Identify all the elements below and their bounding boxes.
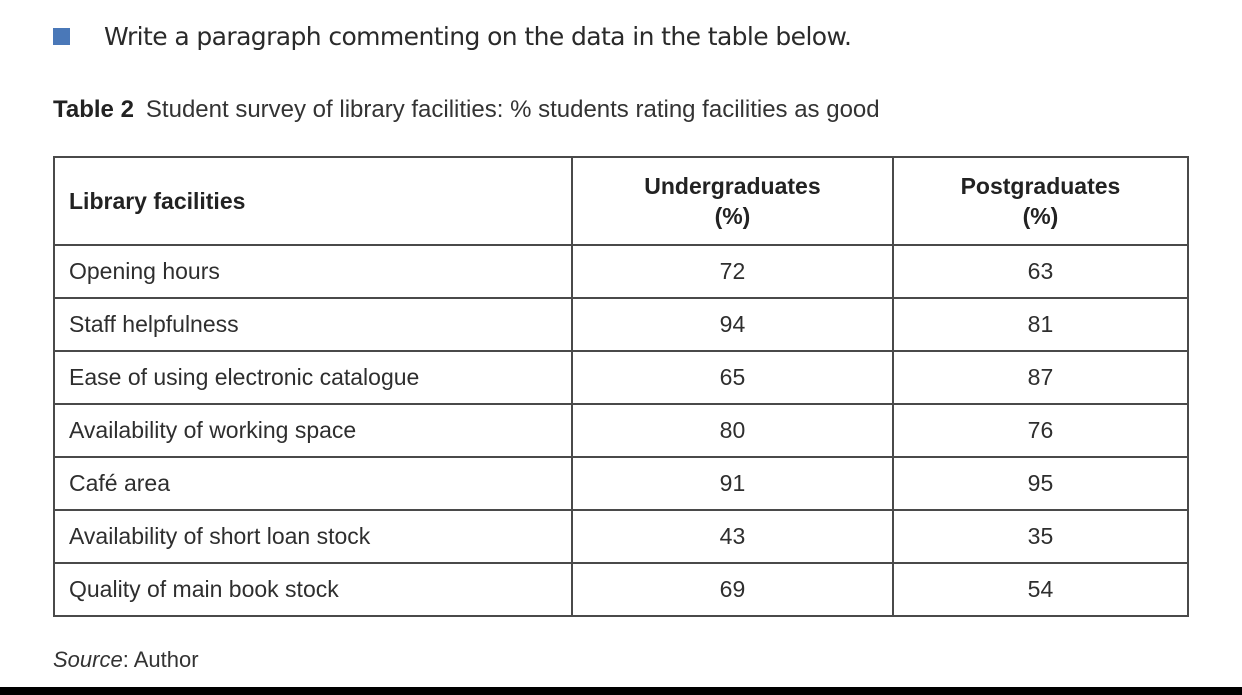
postgrad-cell: 54 (893, 563, 1188, 616)
header-library-facilities: Library facilities (54, 157, 572, 245)
instruction (53, 16, 851, 56)
postgrad-cell: 81 (893, 298, 1188, 351)
table-caption-title: Student survey of library facilities: % students rating facilities as good (145, 96, 880, 123)
source-note (53, 647, 199, 673)
postgrad-cell: 76 (893, 404, 1188, 457)
facility-cell: Availability of working space (54, 404, 572, 457)
table-caption-label: Table 2 (53, 96, 134, 123)
header-postgraduates-unit: (%) (1022, 203, 1059, 229)
postgrad-cell: 35 (893, 510, 1188, 563)
header-undergraduates-unit: (%) (714, 203, 751, 229)
facility-cell: Café area (54, 457, 572, 510)
instruction-text: Write a paragraph commenting on the data in the table below. (104, 21, 852, 51)
header-undergraduates (572, 157, 893, 245)
undergrad-cell: 94 (572, 298, 893, 351)
library-survey-table (53, 156, 1189, 617)
facility-cell: Opening hours (54, 245, 572, 298)
undergrad-cell: 65 (572, 351, 893, 404)
facility-cell: Ease of using electronic catalogue (54, 351, 572, 404)
table-row (54, 563, 1188, 616)
undergrad-cell: 80 (572, 404, 893, 457)
table-row (54, 351, 1188, 404)
source-label: Source (53, 647, 123, 672)
source-value: : Author (122, 647, 199, 672)
postgrad-cell: 95 (893, 457, 1188, 510)
table-row (54, 298, 1188, 351)
table-caption (53, 93, 880, 127)
bottom-border-bar (0, 687, 1242, 695)
undergrad-cell: 43 (572, 510, 893, 563)
table-row (54, 404, 1188, 457)
table-header-row (54, 157, 1188, 245)
undergrad-cell: 91 (572, 457, 893, 510)
table-row (54, 457, 1188, 510)
undergrad-cell: 72 (572, 245, 893, 298)
postgrad-cell: 63 (893, 245, 1188, 298)
undergrad-cell: 69 (572, 563, 893, 616)
facility-cell: Availability of short loan stock (54, 510, 572, 563)
postgrad-cell: 87 (893, 351, 1188, 404)
table-row (54, 510, 1188, 563)
facility-cell: Quality of main book stock (54, 563, 572, 616)
header-postgraduates-label: Postgraduates (960, 173, 1121, 199)
square-bullet-icon (53, 28, 70, 45)
header-postgraduates (893, 157, 1188, 245)
facility-cell: Staff helpfulness (54, 298, 572, 351)
header-undergraduates-label: Undergraduates (644, 173, 821, 199)
table-row (54, 245, 1188, 298)
